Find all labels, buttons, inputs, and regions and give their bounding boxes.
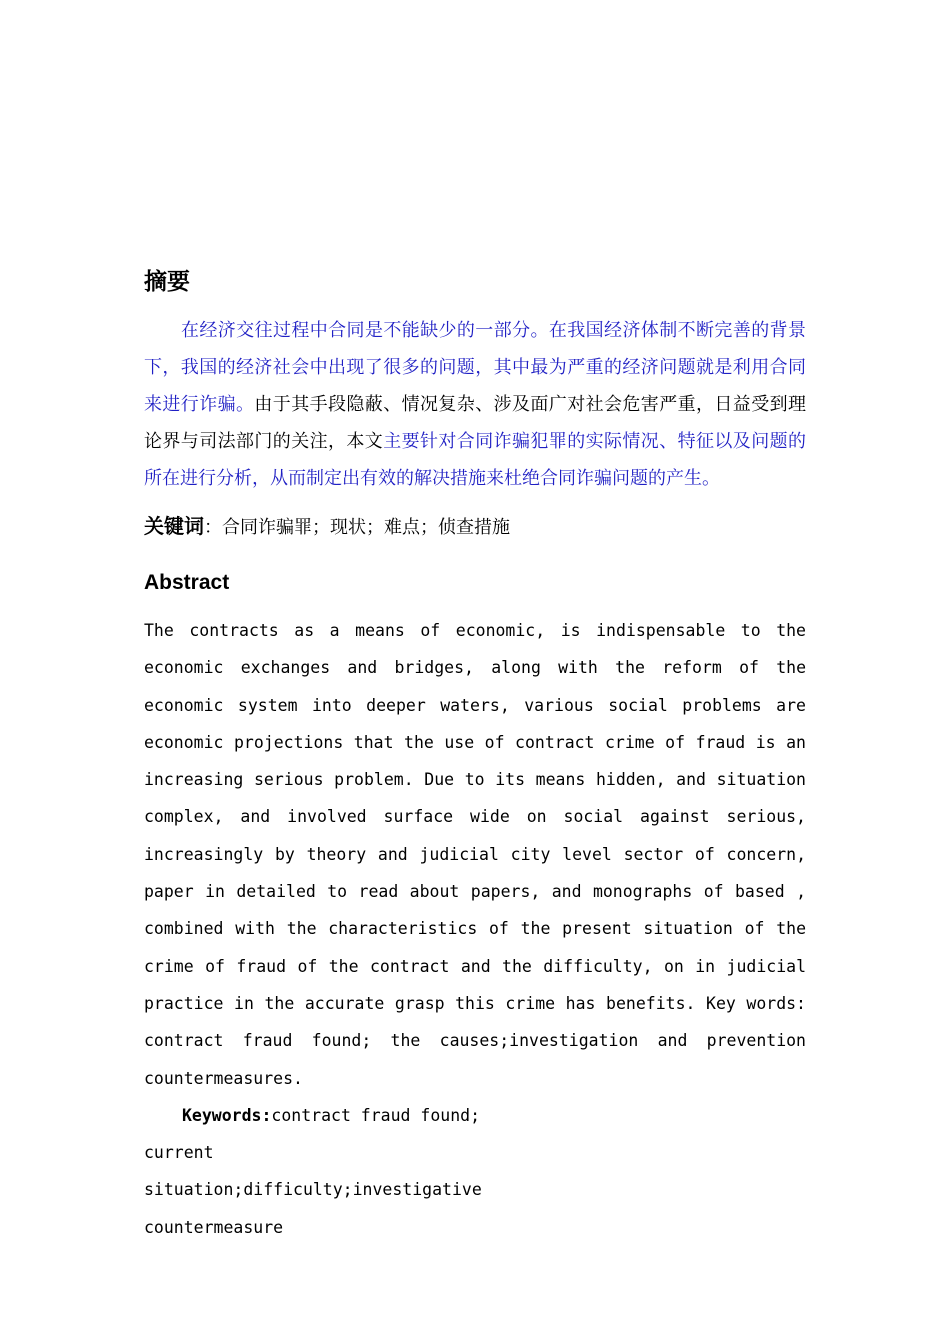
english-abstract-paragraph: The contracts as a means of economic, is indispensable to the economic exchanges and bridges, along with the reform of the economic system into deeper waters, various social problems are economic projections that the use of contract crime of fraud is an increasing serious problem. Due to its means hidden, and situation complex, and involved surface wide on social against serious, increasingly by theory and judicial city level sector of concern, paper in detailed to read about papers, and monographs of based , combined with the characteristics of the present situation of the crime of fraud of the contract and the difficulty, on in judicial practice in the accurate grasp this crime has benefits. Key words: contract fraud found; the causes;investigation and prevention countermeasures. <box>144 621 806 1088</box>
english-keywords <box>144 1097 806 1246</box>
chinese-abstract-paragraph <box>144 312 806 497</box>
chinese-keywords-separator: ： <box>204 517 222 538</box>
chinese-keywords <box>144 508 806 547</box>
english-abstract-heading: Abstract <box>144 571 230 594</box>
chinese-abstract-segment-1: 在经济交往过程中合同是不能缺少的一部分。在我国经济体制不断完善的背景下，我国的经济社会中出现了很多的问题，其中最为严重的经济问题就是利用合同来进行诈骗。 <box>144 320 806 415</box>
english-keywords-text: contract fraud found; current situation;difficulty;investigative countermeasure <box>144 1105 482 1237</box>
chinese-keywords-label: 关键词 <box>144 514 204 538</box>
chinese-abstract-segment-2: 由于其手段隐蔽、情况复杂、涉及面广对社会危害严重，日益受到理论界与司法部门的关注，本文 <box>144 394 807 452</box>
chinese-abstract-segment-3: 主要针对合同诈骗犯罪的实际情况、特征以及问题的所在进行分析，从而制定出有效的解决措施来杜绝合同诈骗问题的产生。 <box>144 431 807 489</box>
english-keywords-label: Keywords: <box>182 1105 272 1125</box>
chinese-keywords-text: 合同诈骗罪；现状；难点；侦查措施 <box>222 517 510 538</box>
abstract-section <box>144 262 806 1246</box>
chinese-abstract-heading: 摘要 <box>144 269 190 295</box>
